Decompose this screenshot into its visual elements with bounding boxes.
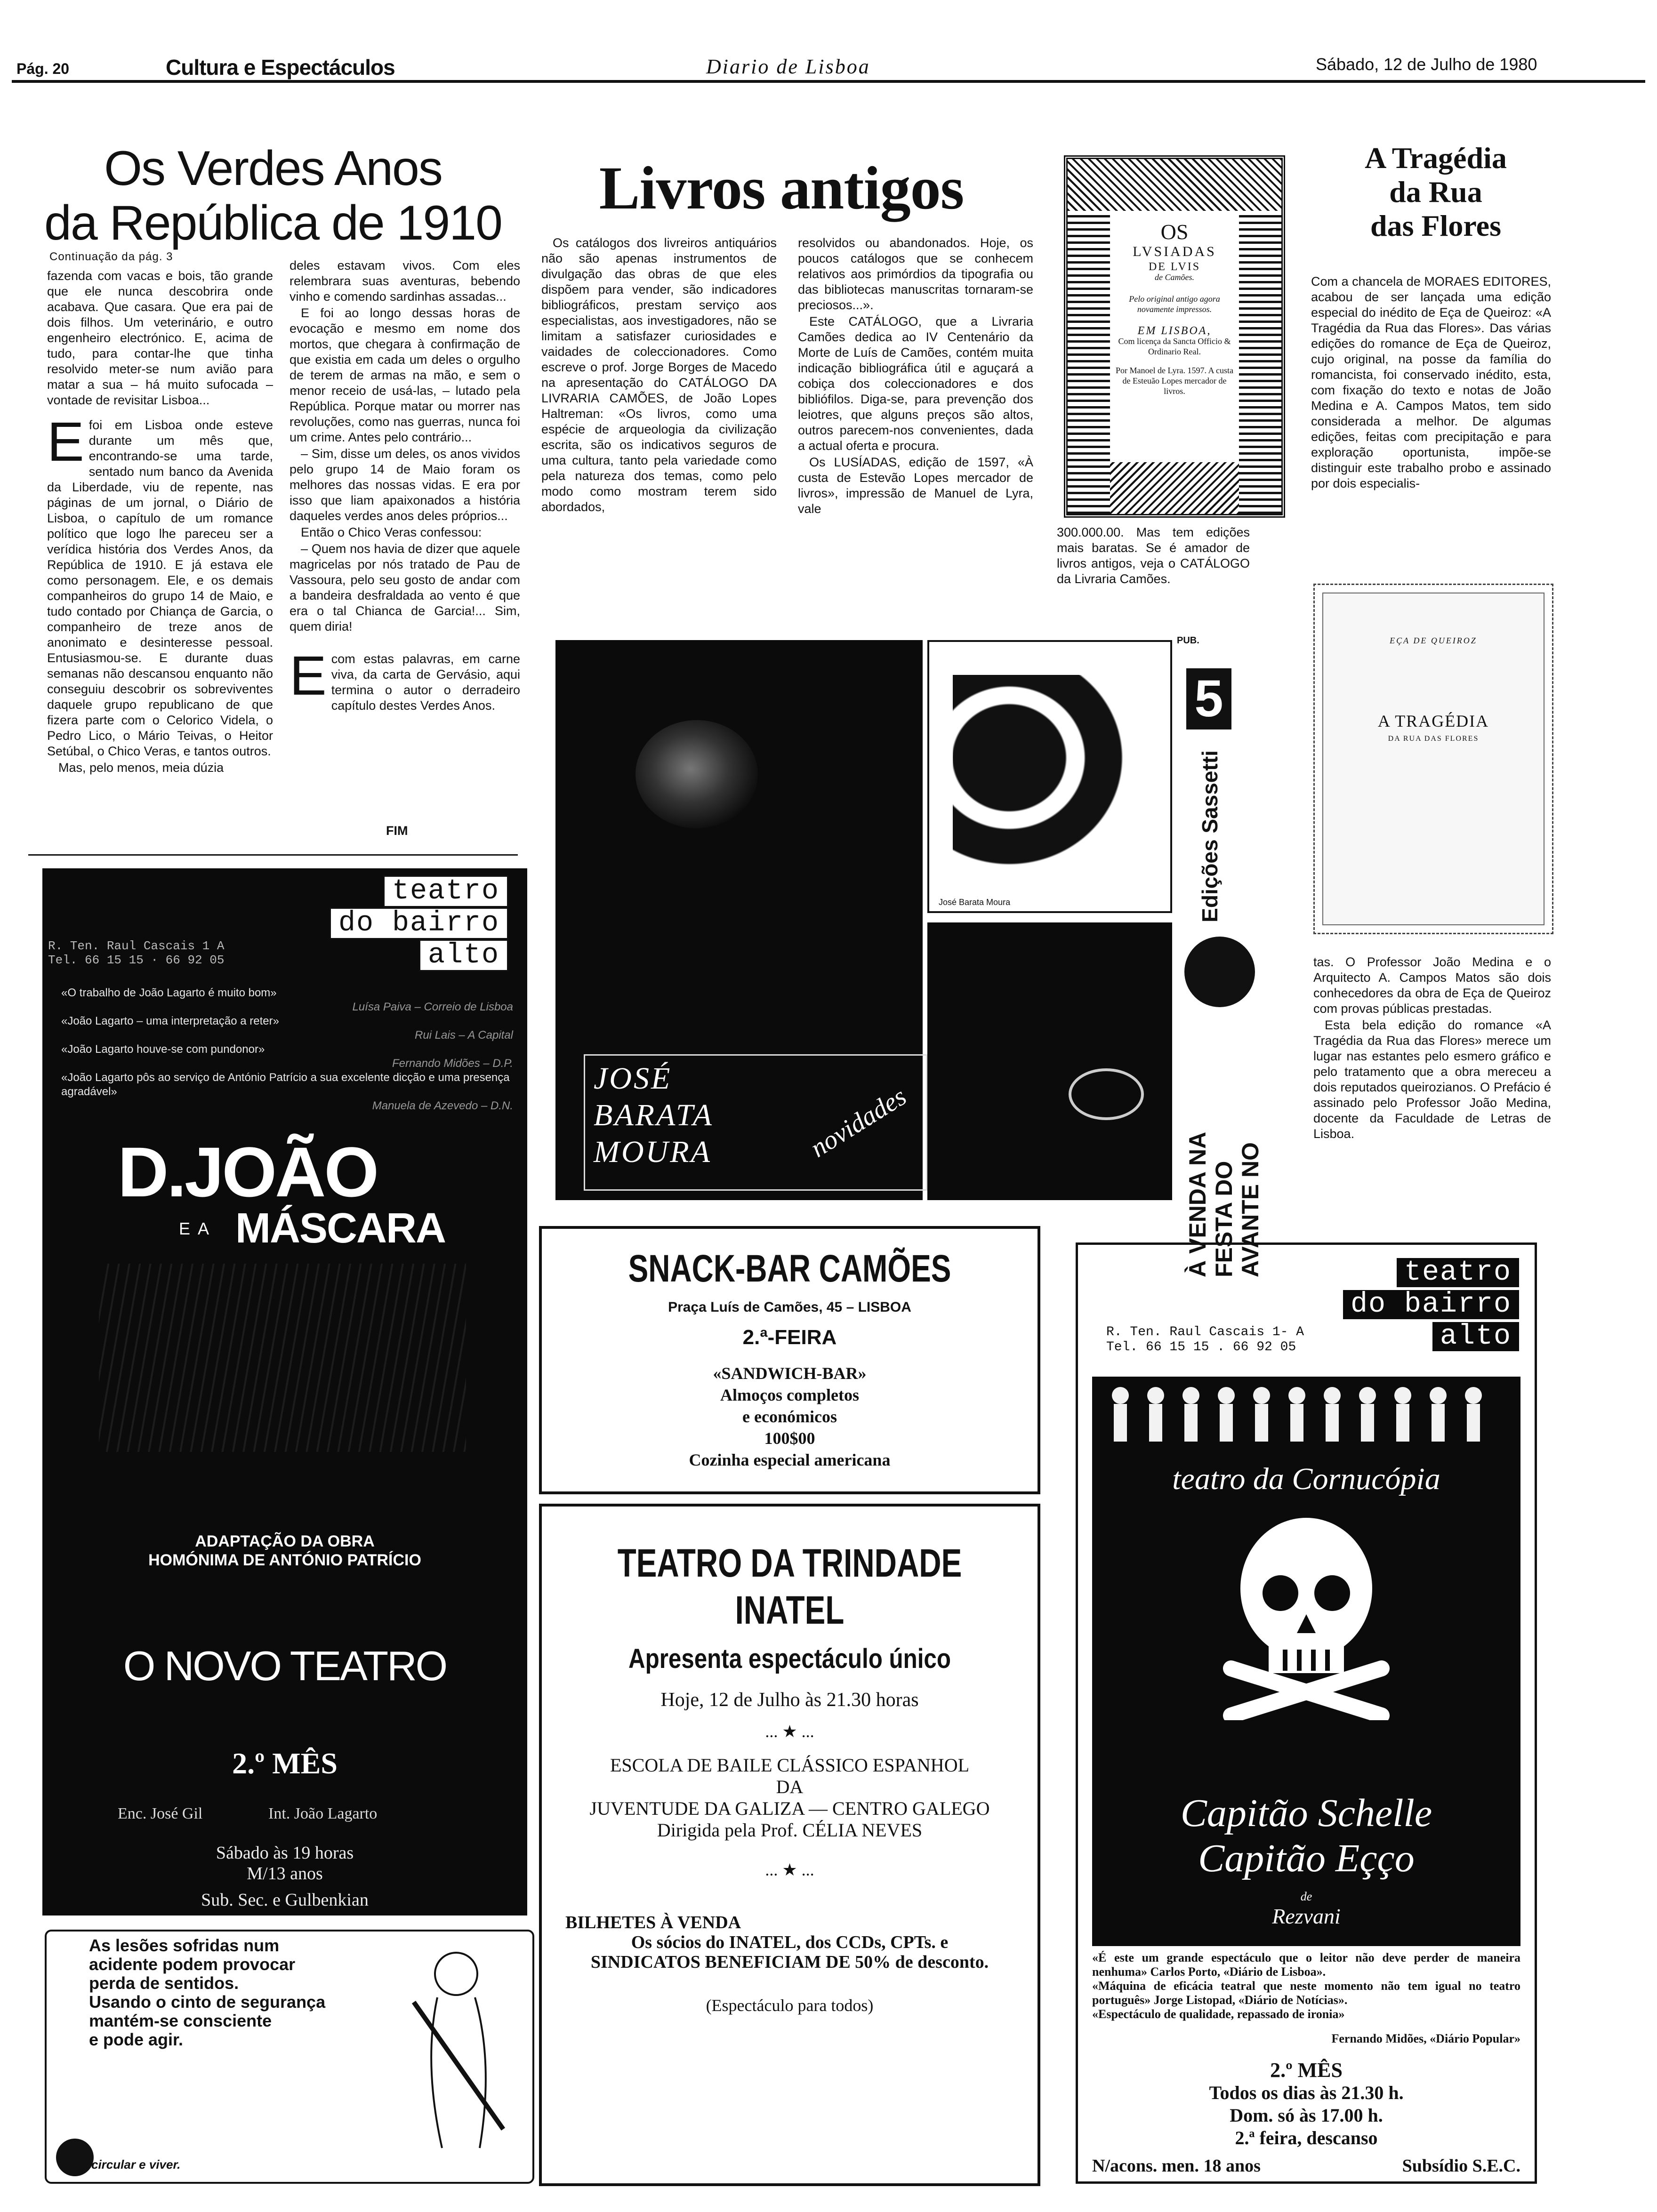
capitao-title (1092, 1791, 1520, 1881)
capitao-quotes (1092, 1951, 1520, 2046)
drop-cap: E (290, 645, 327, 707)
trindade-programme (561, 1755, 1019, 1841)
masthead: Diario de Lisboa (706, 55, 870, 78)
publisher-column (1177, 635, 1233, 922)
record-cover (927, 640, 1172, 913)
teatro-bairro-alto-logo (1342, 1257, 1520, 1353)
quote-source: Manuela de Azevedo – D.N. (372, 1099, 513, 1112)
theatre-phone: Tel. 66 15 15 . 66 92 05 (1106, 1340, 1296, 1354)
schedule-time: Sábado às 19 horas (216, 1843, 354, 1863)
safety-slogan: circular e viver. (91, 2157, 181, 2172)
safety-line: As lesões sofridas num (89, 1936, 280, 1955)
paragraph: Com a chancela de MORAES EDITORES, acabou de ser lançada uma edição especial do inédito de Eça de Queiroz: «A Tragédia da Rua das Flores». Das várias edições do romance de Eça de Queiroz, cujo original, na posse da família do romancista, foi conservado inédito, esta, com fixação do texto e notas de João Medina e A. Campos Matos, tem sido considerada a melhor. De algumas edições, feitas com precipitação e para exploração oportunista, impõe-se distinguir este trabalho probo e assinado por dois especialis- (1311, 274, 1551, 490)
name-plate (584, 1054, 927, 1191)
plate-text: Por Manoel de Lyra. 1597. A custa de Esteuão Lopes mercador de livros. (1116, 366, 1233, 396)
article-column-1 (541, 235, 777, 631)
article-column (1313, 954, 1551, 1199)
quote: «João Lagarto houve-se com pundonor» (61, 1043, 265, 1056)
title-line-2: da Rua (1389, 175, 1482, 208)
cover-author: EÇA DE QUEIROZ (1390, 636, 1477, 645)
ad-djoao-mascara (42, 868, 527, 1915)
quote-source: Luísa Paiva – Correio de Lisboa (352, 1001, 513, 1013)
ornament-top (1068, 159, 1281, 211)
quote-source: Rui Lais – A Capital (415, 1029, 513, 1042)
logo-line: teatro (383, 875, 508, 907)
adaptation-note (42, 1532, 527, 1570)
ad-teatro-trindade (539, 1504, 1040, 2186)
pub-marker: PUB. (1177, 635, 1199, 646)
trindade-title (596, 1539, 983, 1634)
schedule-line: Dom. só às 17.00 h. (1230, 2105, 1383, 2126)
column-rule (28, 854, 518, 856)
lusiadas-title-page (1064, 155, 1285, 518)
publisher-name: Edições Sassetti (1198, 750, 1222, 922)
capitao-schedule (1078, 2059, 1535, 2149)
tickets-line: Os sócios do INATEL, dos CCDs, CPTs. e (631, 1932, 949, 1952)
safety-line: perda de sentidos. (89, 1973, 239, 1993)
paragraph: 300.000.00. Mas tem edições mais baratas. Se é amador de livros antigos, veja o CATÁLOGO da Livraria Camões. (1057, 525, 1250, 586)
offer-price: 100$00 (764, 1429, 815, 1448)
age-rating: M/13 anos (247, 1864, 323, 1883)
plate-text: OS (1160, 220, 1189, 244)
artist-name-line: MOURA (594, 1135, 712, 1169)
ad-road-safety (45, 1930, 534, 2184)
safety-line: acidente podem provocar (89, 1955, 296, 1974)
logo-line: teatro (1395, 1257, 1520, 1289)
section-title: Cultura e Espectáculos (166, 55, 395, 80)
sponsors: Sub. Sec. e Gulbenkian (201, 1890, 369, 1910)
article-column-1 (47, 268, 273, 845)
offer-line: Almoços completos (720, 1386, 859, 1404)
seatbelt-figure-icon (386, 1941, 527, 2167)
title-line-3: das Flores (1370, 209, 1501, 242)
subsidy-note: Subsídio S.E.C. (1402, 2156, 1520, 2176)
tickets-title: BILHETES À VENDA (565, 1913, 741, 1932)
portrait-face (635, 720, 758, 828)
avante-panel (1172, 922, 1276, 1277)
programme-line: DA (776, 1776, 804, 1797)
article-title (1311, 141, 1560, 243)
show-title: D.JOÃO (118, 1132, 378, 1211)
tickets-line: SINDICATOS BENEFICIAM DE 50% de desconto. (590, 1952, 989, 1972)
trindade-footer: (Espectáculo para todos) (706, 1996, 874, 2015)
paragraph: tas. O Professor João Medina e o Arquitecto A. Campos Matos são dois conhecedores da obra de Eça de Queiroz com provas públicas prestadas. (1313, 955, 1551, 1016)
quote: «João Lagarto pôs ao serviço de António Patrício a sua excelente dicção e uma presença agradável» (61, 1071, 510, 1098)
adaptation-line: HOMÓNIMA DE ANTÓNIO PATRÍCIO (148, 1551, 421, 1569)
paragraph: Os catálogos dos livreiros antiquários não são apenas instrumentos de divulgação das obras de que eles dispõem para vender, são indicadores bibliográficos, prestam serviço aos especialistas, aos investigadores, não se limitam a satisfazer curiosidades e vaidades de coleccionadores. Como escreve o prof. Jorge Borges de Macedo na apresentação do CATÁLOGO DA LIVRARIA CAMÕES, de João Lopes Haltreman: «Os livros, como uma espécie de arqueologia da civilização escrita, são os indicativos seguros de uma cultura, tanto pela variedade como pela natureza dos temas, como pelo modo como mostram terem sido abordados, (541, 236, 777, 514)
author-prefix: de (1300, 1890, 1312, 1903)
snack-bar-name: SNACK-BAR CAMÕES (628, 1247, 951, 1290)
header-rule (12, 80, 1645, 83)
quote-source: Fernando Midões – D.P. (392, 1057, 513, 1070)
logo-line: do bairro (330, 907, 508, 939)
book-cover (1313, 584, 1553, 934)
theatre-address: R. Ten. Raul Cascais 1 A (48, 939, 225, 953)
ad-capitao-schelle (1076, 1242, 1537, 2184)
trindade-subtitle: Apresenta espectáculo único (628, 1643, 951, 1674)
paragraph: Este CATÁLOGO, que a Livraria Camões dedica ao IV Centenário da Morte de Luís de Camões, contém muita indicação bibliográfica útil e aguçará a cobiça dos coleccionadores e dos bibliófilos. Diga-se, para prevenção dos leiotres, que alguns preços são altos, outros parecem-nos convenientes, dada a actual oferta e procura. (798, 314, 1033, 453)
title-line: Capitão Eçço (1198, 1836, 1415, 1880)
quote: «Máquina de eficácia teatral que neste momento não tem igual no teatro português» Jorge Listopad, «Diário de Notícias». (1092, 1979, 1520, 2007)
separator: ... ★ ... (765, 1860, 814, 1879)
quote-source: Fernando Midões, «Diário Popular» (1331, 2032, 1520, 2045)
circular-e-viver-logo (56, 2139, 94, 2176)
title-line-2: da República de 1910 (44, 196, 502, 250)
logo-line: alto (419, 939, 508, 971)
show-subtitle: MÁSCARA (235, 1205, 445, 1252)
photo-portrait (555, 640, 923, 1200)
title-line-1: A Tragédia (1365, 141, 1507, 175)
run-month: 2.º MÊS (1270, 2059, 1343, 2082)
photo-still (927, 922, 1172, 1200)
title-line: INATEL (735, 1588, 845, 1632)
scribble-texture (99, 1264, 466, 1452)
paragraph: Esta bela edição do romance «A Tragédia da Rua das Flores» merece um lugar nas estantes pelo esmero gráfico e pelo tratamento que a obra mereceu a dois reputados queirozianos. O Prefácio é assinado pelo Professor João Medina, docente da Faculdade de Letras de Lisboa. (1313, 1018, 1551, 1141)
teatro-bairro-alto-logo (330, 875, 508, 971)
safety-line: Usando o cinto de segurança (89, 1992, 326, 2012)
title-line: Capitão Schelle (1180, 1791, 1432, 1835)
schedule (42, 1843, 527, 1884)
age-rating: N/acons. men. 18 anos (1092, 2156, 1261, 2176)
title-line-1: Os Verdes Anos (104, 141, 442, 196)
plate-text: LVSIADAS (1133, 244, 1216, 259)
plate-text: EM LISBOA, (1137, 325, 1212, 337)
sassetti-logo-icon: 5 (1186, 668, 1231, 729)
schedule-line: Todos os dias às 21.30 h. (1209, 2082, 1404, 2103)
artist-name-line: BARATA (594, 1098, 714, 1132)
paragraph: com estas palavras, em carne viva, da carta de Gervásio, aqui termina o autor o derradeiro capítulo destes Verdes Anos. (331, 652, 520, 713)
header-date: Sábado, 12 de Julho de 1980 (1316, 55, 1537, 74)
photo-object (1069, 1068, 1144, 1120)
paragraph: Então o Chico Veras confessou: (301, 525, 482, 539)
article-column (1311, 274, 1551, 566)
page-number: Pág. 20 (16, 60, 70, 77)
continuation-note: Continuação da pág. 3 (49, 250, 173, 263)
record-cover-art (953, 675, 1141, 882)
plate-text: de Camões. (1155, 272, 1194, 282)
quote: «O trabalho de João Lagarto é muito bom» (61, 986, 277, 999)
adaptation-line: ADAPTAÇÃO DA OBRA (195, 1532, 375, 1550)
cover-subtitle: DA RUA DAS FLORES (1388, 735, 1479, 743)
quote: «Espectáculo de qualidade, repassado de ironia» (1092, 2007, 1345, 2021)
safety-line: e pode agir. (89, 2030, 184, 2049)
avante-line: AVANTE NO (1237, 1142, 1263, 1277)
company-name: O NOVO TEATRO (123, 1643, 447, 1689)
director-credit: Enc. José Gil (118, 1805, 203, 1822)
avante-line: FESTA DO (1211, 1161, 1237, 1277)
end-mark: FIM (386, 824, 408, 838)
novidades-label: novidades (805, 1082, 912, 1163)
actor-credit: Int. João Lagarto (268, 1805, 378, 1822)
theatre-address: R. Ten. Raul Cascais 1- A (1106, 1325, 1304, 1339)
snack-bar-day: 2.ª-FEIRA (742, 1326, 837, 1349)
paragraph: – Quem nos havia de dizer que aquele magricelas por nós tratado de Pau de Vassoura, pelo seu gosto de andar com a bandeira desfraldada ao vento é que era o tal Chianca de Garcia!... Sim, quem diria! (290, 542, 520, 633)
press-quotes (61, 986, 513, 1113)
programme-line: Dirigida pela Prof. CÉLIA NEVES (657, 1819, 923, 1841)
trindade-date: Hoje, 12 de Julho às 21.30 horas (660, 1689, 919, 1711)
paragraph: Mas, pelo menos, meia dúzia (58, 761, 224, 775)
ornament-bottom (1110, 462, 1239, 514)
paragraph: E foi ao longo dessas horas de evocação e mesmo em nome dos mortos, que chegara à confirmação de que existia em cada um deles o orgulho de terem de armas na mão, e sem o menor receio de usá-las, – lutado pela República. Porque matar ou morrer nas revoluções, como nas guerras, nunca foi um crime. Antes pelo contrário... (290, 306, 520, 444)
offer-line: Cozinha especial americana (689, 1451, 891, 1469)
author-name: Rezvani (1272, 1904, 1341, 1928)
snack-bar-offer (542, 1362, 1038, 1471)
article-column-2 (798, 235, 1033, 631)
run-month: 2.º MÊS (232, 1747, 338, 1780)
ad-snack-bar (539, 1226, 1040, 1494)
drop-cap: E (47, 411, 84, 473)
article-column-2 (290, 258, 520, 799)
article-title (26, 141, 520, 250)
offer-line: «SANDWICH-BAR» (713, 1364, 867, 1383)
logo-line: alto (1431, 1321, 1520, 1353)
avante-line: À VENDA NA (1184, 1131, 1211, 1277)
avante-text (1184, 995, 1263, 1277)
article-title: Livros antigos (599, 154, 964, 222)
programme-line: ESCOLA DE BAILE CLÁSSICO ESPANHOL (610, 1755, 970, 1776)
plate-text: Pelo original antigo agora novamente impressos. (1129, 294, 1220, 314)
title-line: TEATRO DA TRINDADE (617, 1541, 962, 1585)
plate-text: DE LVIS (1148, 261, 1201, 273)
paragraph: fazenda com vacas e bois, tão grande que ele nunca descobrira onde acabava. Que casara. Que era pai de dois filhos. Um veterinário, e outro engenheiro electrónico. E, acima de tudo, para contar-lhe que tinha resolvido meter-se num avião para matar a sua – há muito sufocada – vontade de revisitar Lisboa... (47, 269, 273, 407)
snack-bar-address: Praça Luís de Camões, 45 – LISBOA (668, 1299, 911, 1315)
cornucopia-name: teatro da Cornucópia (1172, 1462, 1440, 1496)
paragraph: deles estavam vivos. Com eles relembrara suas aventuras, bebendo vinho e comendo sardinhas assadas... (290, 258, 520, 304)
offer-line: e económicos (742, 1407, 837, 1426)
schedule-line: 2.ª feira, descanso (1235, 2127, 1378, 2148)
ornament-right (1239, 211, 1281, 514)
ornament-left (1068, 211, 1110, 514)
trindade-tickets (565, 1913, 1014, 1972)
safety-line: mantém-se consciente (89, 2011, 272, 2030)
paragraph: – Sim, disse um deles, os anos vividos pelo grupo 14 de Maio foram os melhores das nossas vidas. E era por isso que liam apaixonados a história daqueles verdes anos deles próprios... (290, 447, 520, 523)
chorus-figures-icon (1102, 1381, 1511, 1452)
separator: ... ★ ... (765, 1722, 814, 1741)
paragraph: resolvidos ou abandonados. Hoje, os poucos catálogos que se conhecem relativos aos primórdios da tipografia ou das bibliotecas manuscritas tornaram-se preciosos...». (798, 236, 1033, 312)
theatre-phone: Tel. 66 15 15 · 66 92 05 (48, 953, 225, 967)
article-column-3 (1057, 525, 1250, 628)
logo-line: do bairro (1342, 1289, 1520, 1321)
programme-line: JUVENTUDE DA GALIZA — CENTRO GALEGO (589, 1798, 990, 1819)
paragraph: Os LUSÍADAS, edição de 1597, «À custa de Estevão Lopes mercador de livros», impressão de Manuel de Lyra, vale (798, 455, 1033, 516)
plate-text: Com licença da Sancta Officio & Ordinario Real. (1118, 337, 1231, 356)
skull-crossbones-icon (1212, 1513, 1400, 1720)
show-title-connector: E A (179, 1219, 211, 1238)
record-credit: José Barata Moura (939, 898, 1011, 907)
artist-name-line: JOSÉ (594, 1061, 672, 1096)
paragraph: foi em Lisboa onde esteve durante um mês que, encontrando-se uma tarde, sentado num banco da Avenida da Liberdade, viu de repente, nas páginas de um jornal, o Diário de Lisboa, o capítulo de um romance político que logo lhe pareceu ser a verídica história dos Verdes Anos, da República de 1910. E já estava ele como personagem. Ele, e os demais companheiros do grupo 14 de Maio, e tudo contado por Chiança de Garcia, o companheiro de treze anos de anonimato e desinteresse pessoal. Entusiasmou-se. E durante duas semanas não descansou enquanto não conseguiu descobrir os sobreviventes daquele grupo republicano de que fizera parte com o Celorico Videla, o Pedro Lico, o Mário Teivas, o Heitor Setúbal, o Chico Veras, e tantos outros. (47, 418, 273, 758)
quote: «É este um grande espectáculo que o leitor não deve perder de maneira nenhuma» Carlos Porto, «Diário de Lisboa». (1092, 1951, 1520, 1979)
cover-title: A TRAGÉDIA (1377, 712, 1489, 730)
quote: «João Lagarto – uma interpretação a reter» (61, 1015, 279, 1027)
safety-text (89, 1936, 325, 2049)
capitao-poster (1092, 1377, 1520, 1946)
